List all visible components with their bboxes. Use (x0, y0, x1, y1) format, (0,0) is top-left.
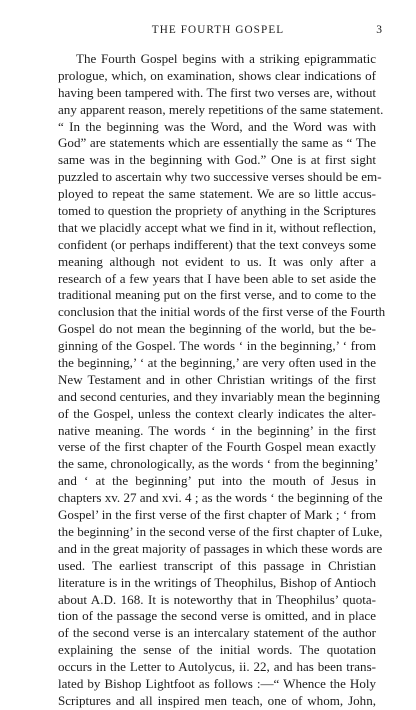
text-line: and ‘ at the beginning’ put into the mouth of Jesus in (58, 473, 376, 489)
text-line: lated by Bishop Lightfoot as follows :—“ Whence the Holy (58, 675, 376, 691)
text-line: literature is in the writings of Theophilus, Bishop of Antioch (58, 574, 376, 590)
text-line: puzzled to ascertain why two successive verses should be em- (58, 169, 382, 185)
text-line: and in the great majority of passages in which these words are (58, 540, 383, 556)
text-line: verse of the first chapter of the Fourth Gospel mean exactly (58, 439, 376, 455)
text-line: The Fourth Gospel begins with a striking epigrammatic (76, 51, 376, 66)
text-line: prologue, which, on examination, shows clear indications of (58, 67, 376, 83)
text-line: tion of the passage the second verse is omitted, and in place (58, 608, 376, 624)
text-line: confident (or perhaps indifferent) that the text conveys some (58, 236, 376, 252)
text-line: and second centuries, and they invariably mean the beginning (58, 388, 381, 404)
running-head (58, 22, 382, 38)
running-head-title: THE FOURTH GOSPEL (151, 24, 285, 36)
text-line: of the second verse is an intercalary statement of the author (58, 625, 376, 641)
text-line: of the Gospel, unless the context clearly indicates the alter- (58, 405, 376, 421)
text-line: Scriptures and all inspired men teach, one of whom, John, (58, 692, 376, 708)
page-number: 3 (376, 24, 382, 36)
text-line: that we placidly accept what we find in it, without reflection, (58, 219, 377, 235)
text-line: ginning of the Gospel. The words ‘ in the beginning,’ ‘ from (58, 338, 376, 354)
text-line: meaning although not evident to us. It was only after a (58, 253, 376, 269)
text-line: explaining the sense of the initial words. The quotation (58, 642, 376, 658)
body-paragraph (58, 51, 386, 710)
text-line: the same, chronologically, as the words ‘ from the beginning’ (58, 456, 379, 472)
text-line: native meaning. The words ‘ in the beginning’ in the first (58, 422, 376, 438)
text-line: chapters xv. 27 and xvi. 4 ; as the words ‘ the beginning of the (58, 490, 383, 506)
text-line: God” are statements which are essentially the same as “ The (58, 135, 376, 151)
text-line: occurs in the Letter to Autolycus, ii. 22, and has been trans- (58, 659, 376, 675)
text-line: any apparent reason, merely repetitions of the same statement. (58, 101, 384, 117)
text-line: about A.D. 168. It is noteworthy that in Theophilus’ quota- (58, 591, 376, 607)
text-line: research of a few years that I have been able to set aside the (58, 270, 376, 286)
text-line: ployed to repeat the same statement. We are so little accus- (58, 186, 376, 202)
text-line: Gospel’ in the first verse of the first chapter of Mark ; ‘ from (58, 507, 376, 523)
text-line: “ In the beginning was the Word, and the Word was with (58, 118, 376, 134)
text-line: tomed to question the propriety of anything in the Scriptures (58, 203, 376, 219)
text-line: the beginning’ in the second verse of the first chapter of Luke, (58, 523, 383, 539)
text-line: Gospel do not mean the beginning of the world, but the be- (58, 321, 376, 337)
text-line: conclusion that the initial words of the first verse of the Fourth (58, 304, 386, 320)
text-line: used. The earliest transcript of this passage in Christian (58, 557, 376, 573)
text-line: the beginning,’ ‘ at the beginning,’ are very often used in the (58, 355, 376, 371)
text-line: traditional meaning put on the first verse, and to come to the (58, 287, 376, 303)
text-line: having been tampered with. The first two verses are, without (58, 84, 376, 100)
text-line: same was in the beginning with God.” One is at first sight (58, 152, 376, 168)
text-line: New Testament and in other Christian writings of the first (58, 371, 376, 387)
